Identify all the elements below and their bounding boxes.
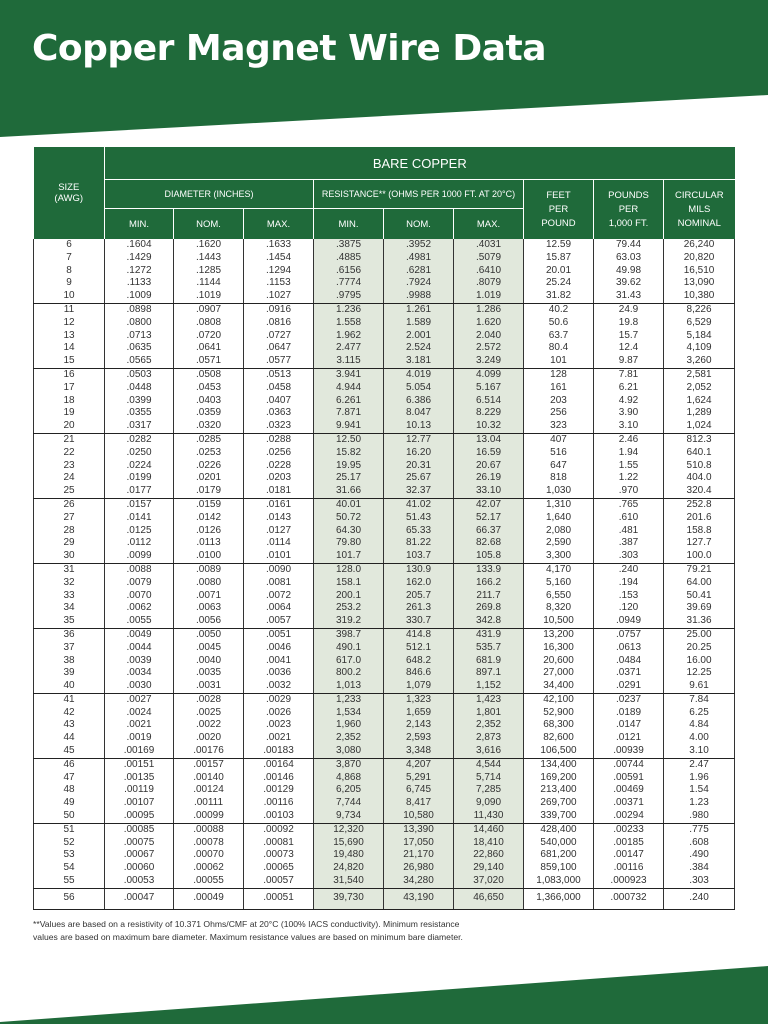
feet-per-pound-cell: 128 161 203 256 323 (524, 368, 594, 433)
feet-per-pound-cell: 134,400 169,200 213,400 269,700 339,700 (524, 758, 594, 823)
size-cell: 31 32 33 34 35 (34, 563, 105, 628)
table-row-group (34, 433, 735, 498)
circular-mils-cell: 26,240 20,820 16,510 13,090 10,380 (664, 239, 735, 303)
resistance-nom-cell: 1.261 1.589 2.001 2.524 3.181 (384, 303, 454, 368)
resistance-min-cell: 398.7 490.1 617.0 800.2 1,013 (314, 628, 384, 693)
resistance-min-cell: 12,320 15,690 19,480 24,820 31,540 (314, 823, 384, 888)
diameter-min-cell: .00047 (105, 888, 174, 909)
pounds-per-1000ft-cell: .765 .610 .481 .387 .303 (594, 498, 664, 563)
table-row-group (34, 368, 735, 433)
table-row-group (34, 888, 735, 909)
page-title: Copper Magnet Wire Data (32, 28, 546, 69)
pounds-per-1000ft-cell: .0757 .0613 .0484 .0371 .0291 (594, 628, 664, 693)
resistance-max-cell: 133.9 166.2 211.7 269.8 342.8 (454, 563, 524, 628)
pounds-per-1000ft-cell: 24.9 19.8 15.7 12.4 9.87 (594, 303, 664, 368)
diameter-min-cell: .0049 .0044 .0039 .0034 .0030 (105, 628, 174, 693)
pounds-per-1000ft-cell: .0237 .0189 .0147 .0121 .00939 (594, 693, 664, 758)
resistance-max-cell: 4.099 5.167 6.514 8.229 10.32 (454, 368, 524, 433)
feet-per-pound-cell: 40.2 50.6 63.7 80.4 101 (524, 303, 594, 368)
diameter-min-cell: .0088 .0079 .0070 .0062 .0055 (105, 563, 174, 628)
diameter-min-cell: .0898 .0800 .0713 .0635 .0565 (105, 303, 174, 368)
diameter-max-cell: .0029 .0026 .0023 .0021 .00183 (244, 693, 314, 758)
diameter-nom-cell: .0159 .0142 .0126 .0113 .0100 (174, 498, 244, 563)
table-row-group (34, 498, 735, 563)
resistance-nom-cell: 43,190 (384, 888, 454, 909)
feet-per-pound-header: FEET PER POUND (524, 180, 594, 240)
circular-mils-cell: 812.3 640.1 510.8 404.0 320.4 (664, 433, 735, 498)
diameter-max-header: MAX. (244, 209, 314, 240)
resistance-nom-cell: 4,207 5,291 6,745 8,417 10,580 (384, 758, 454, 823)
circular-mils-cell: 7.84 6.25 4.84 4.00 3.10 (664, 693, 735, 758)
pounds-per-1000ft-cell: 2.46 1.94 1.55 1.22 .970 (594, 433, 664, 498)
diameter-min-cell: .0503 .0448 .0399 .0355 .0317 (105, 368, 174, 433)
diameter-nom-cell: .00088 .00078 .00070 .00062 .00055 (174, 823, 244, 888)
size-cell: 56 (34, 888, 105, 909)
wire-table-body (34, 239, 735, 909)
pounds-per-1000ft-cell: .240 .194 .153 .120 .0949 (594, 563, 664, 628)
feet-per-pound-cell: 428,400 540,000 681,200 859,100 1,083,000 (524, 823, 594, 888)
table-row-group (34, 758, 735, 823)
diameter-max-cell: .00092 .00081 .00073 .00065 .00057 (244, 823, 314, 888)
diameter-min-cell: .0027 .0024 .0021 .0019 .00169 (105, 693, 174, 758)
size-header: SIZE (AWG) (34, 147, 105, 239)
pounds-per-1000ft-cell: .00233 .00185 .00147 .00116 .000923 (594, 823, 664, 888)
size-cell: 46 47 48 49 50 (34, 758, 105, 823)
resistance-min-cell: 1.236 1.558 1.962 2.477 3.115 (314, 303, 384, 368)
diameter-max-cell: .0288 .0256 .0228 .0203 .0181 (244, 433, 314, 498)
feet-per-pound-cell: 1,366,000 (524, 888, 594, 909)
resistance-min-cell: 3.941 4.944 6.261 7.871 9.941 (314, 368, 384, 433)
resistance-max-cell: 4,544 5,714 7,285 9,090 11,430 (454, 758, 524, 823)
resistance-min-cell: 128.0 158.1 200.1 253.2 319.2 (314, 563, 384, 628)
circular-mils-cell: 252.8 201.6 158.8 127.7 100.0 (664, 498, 735, 563)
resistance-nom-cell: 4.019 5.054 6.386 8.047 10.13 (384, 368, 454, 433)
resistance-min-cell: .3875 .4885 .6156 .7774 .9795 (314, 239, 384, 303)
diameter-min-cell: .0157 .0141 .0125 .0112 .0099 (105, 498, 174, 563)
table-row-group (34, 628, 735, 693)
diameter-nom-cell: .1620 .1443 .1285 .1144 .1019 (174, 239, 244, 303)
diameter-max-cell: .0916 .0816 .0727 .0647 .0577 (244, 303, 314, 368)
feet-per-pound-cell: 12.59 15.87 20.01 25.24 31.82 (524, 239, 594, 303)
feet-per-pound-cell: 42,100 52,900 68,300 82,600 106,500 (524, 693, 594, 758)
resistance-max-cell: 13.04 16.59 20.67 26.19 33.10 (454, 433, 524, 498)
diameter-header: DIAMETER (INCHES) (105, 180, 314, 209)
diameter-nom-cell: .0508 .0453 .0403 .0359 .0320 (174, 368, 244, 433)
size-cell: 16 17 18 19 20 (34, 368, 105, 433)
resistance-nom-cell: 12.77 16.20 20.31 25.67 32.37 (384, 433, 454, 498)
pounds-per-1000ft-cell: 7.81 6.21 4.92 3.90 3.10 (594, 368, 664, 433)
wire-data-table (33, 147, 735, 910)
footer-band (0, 964, 768, 1024)
size-cell: 26 27 28 29 30 (34, 498, 105, 563)
resistance-max-cell: 42.07 52.17 66.37 82.68 105.8 (454, 498, 524, 563)
size-cell: 6 7 8 9 10 (34, 239, 105, 303)
resistance-max-cell: .4031 .5079 .6410 .8079 1.019 (454, 239, 524, 303)
circular-mils-header: CIRCULAR MILS NOMINAL (664, 180, 735, 240)
resistance-nom-cell: 414.8 512.1 648.2 846.6 1,079 (384, 628, 454, 693)
circular-mils-cell: 8,226 6,529 5,184 4,109 3,260 (664, 303, 735, 368)
resistance-max-header: MAX. (454, 209, 524, 240)
resistance-max-cell: 1,423 1,801 2,352 2,873 3,616 (454, 693, 524, 758)
diameter-nom-header: NOM. (174, 209, 244, 240)
diameter-min-cell: .00151 .00135 .00119 .00107 .00095 (105, 758, 174, 823)
size-cell: 36 37 38 39 40 (34, 628, 105, 693)
circular-mils-cell: .775 .608 .490 .384 .303 (664, 823, 735, 888)
table-row-group (34, 823, 735, 888)
diameter-nom-cell: .0028 .0025 .0022 .0020 .00176 (174, 693, 244, 758)
feet-per-pound-cell: 1,310 1,640 2,080 2,590 3,300 (524, 498, 594, 563)
bare-copper-header: BARE COPPER (105, 147, 735, 180)
feet-per-pound-cell: 407 516 647 818 1,030 (524, 433, 594, 498)
resistance-nom-cell: .3952 .4981 .6281 .7924 .9988 (384, 239, 454, 303)
resistance-header: RESISTANCE** (OHMS PER 1000 FT. AT 20°C) (314, 180, 524, 209)
size-cell: 41 42 43 44 45 (34, 693, 105, 758)
diameter-min-cell: .0282 .0250 .0224 .0199 .0177 (105, 433, 174, 498)
table-row-group (34, 239, 735, 303)
diameter-nom-cell: .0285 .0253 .0226 .0201 .0179 (174, 433, 244, 498)
resistance-max-cell: 46,650 (454, 888, 524, 909)
table-row-group (34, 563, 735, 628)
diameter-nom-cell: .0907 .0808 .0720 .0641 .0571 (174, 303, 244, 368)
diameter-min-header: MIN. (105, 209, 174, 240)
diameter-max-cell: .00051 (244, 888, 314, 909)
size-cell: 51 52 53 54 55 (34, 823, 105, 888)
table-row-group (34, 303, 735, 368)
resistance-nom-cell: 130.9 162.0 205.7 261.3 330.7 (384, 563, 454, 628)
diameter-max-cell: .00164 .00146 .00129 .00116 .00103 (244, 758, 314, 823)
feet-per-pound-cell: 13,200 16,300 20,600 27,000 34,400 (524, 628, 594, 693)
resistance-min-header: MIN. (314, 209, 384, 240)
size-cell: 21 22 23 24 25 (34, 433, 105, 498)
header-banner (0, 0, 768, 140)
pounds-per-1000ft-cell: 79.44 63.03 49.98 39.62 31.43 (594, 239, 664, 303)
resistance-nom-cell: 41.02 51.43 65.33 81.22 103.7 (384, 498, 454, 563)
circular-mils-cell: 25.00 20.25 16.00 12.25 9.61 (664, 628, 735, 693)
circular-mils-cell: 2,581 2,052 1,624 1,289 1,024 (664, 368, 735, 433)
resistance-max-cell: 1.286 1.620 2.040 2.572 3.249 (454, 303, 524, 368)
diameter-max-cell: .0513 .0458 .0407 .0363 .0323 (244, 368, 314, 433)
resistance-min-cell: 12.50 15.82 19.95 25.17 31.66 (314, 433, 384, 498)
diameter-nom-cell: .0050 .0045 .0040 .0035 .0031 (174, 628, 244, 693)
resistance-min-cell: 3,870 4,868 6,205 7,744 9,734 (314, 758, 384, 823)
resistance-nom-cell: 13,390 17,050 21,170 26,980 34,280 (384, 823, 454, 888)
resistance-min-cell: 1,233 1,534 1,960 2,352 3,080 (314, 693, 384, 758)
pounds-per-1000ft-cell: .00744 .00591 .00469 .00371 .00294 (594, 758, 664, 823)
resistance-min-cell: 40.01 50.72 64.30 79.80 101.7 (314, 498, 384, 563)
diameter-nom-cell: .00157 .00140 .00124 .00111 .00099 (174, 758, 244, 823)
size-cell: 11 12 13 14 15 (34, 303, 105, 368)
table-row-group (34, 693, 735, 758)
pounds-per-1000ft-header: POUNDS PER 1,000 FT. (594, 180, 664, 240)
diameter-max-cell: .0090 .0081 .0072 .0064 .0057 (244, 563, 314, 628)
resistance-max-cell: 14,460 18,410 22,860 29,140 37,020 (454, 823, 524, 888)
diameter-nom-cell: .0089 .0080 .0071 .0063 .0056 (174, 563, 244, 628)
diameter-nom-cell: .00049 (174, 888, 244, 909)
circular-mils-cell: 79.21 64.00 50.41 39.69 31.36 (664, 563, 735, 628)
diameter-max-cell: .1633 .1454 .1294 .1153 .1027 (244, 239, 314, 303)
resistance-nom-cell: 1,323 1,659 2,143 2,593 3,348 (384, 693, 454, 758)
pounds-per-1000ft-cell: .000732 (594, 888, 664, 909)
feet-per-pound-cell: 4,170 5,160 6,550 8,320 10,500 (524, 563, 594, 628)
circular-mils-cell: 2.47 1.96 1.54 1.23 .980 (664, 758, 735, 823)
circular-mils-cell: .240 (664, 888, 735, 909)
resistance-min-cell: 39,730 (314, 888, 384, 909)
diameter-min-cell: .1604 .1429 .1272 .1133 .1009 (105, 239, 174, 303)
footnote: **Values are based on a resistivity of 10.371 Ohms/CMF at 20°C (100% IACS conductivity). Minimum resistance values are based on maximum bare diameter. Maximum resistance values are based on minimum bare diameter. (33, 919, 463, 942)
resistance-nom-header: NOM. (384, 209, 454, 240)
diameter-max-cell: .0051 .0046 .0041 .0036 .0032 (244, 628, 314, 693)
diameter-max-cell: .0161 .0143 .0127 .0114 .0101 (244, 498, 314, 563)
resistance-max-cell: 431.9 535.7 681.9 897.1 1,152 (454, 628, 524, 693)
diameter-min-cell: .00085 .00075 .00067 .00060 .00053 (105, 823, 174, 888)
